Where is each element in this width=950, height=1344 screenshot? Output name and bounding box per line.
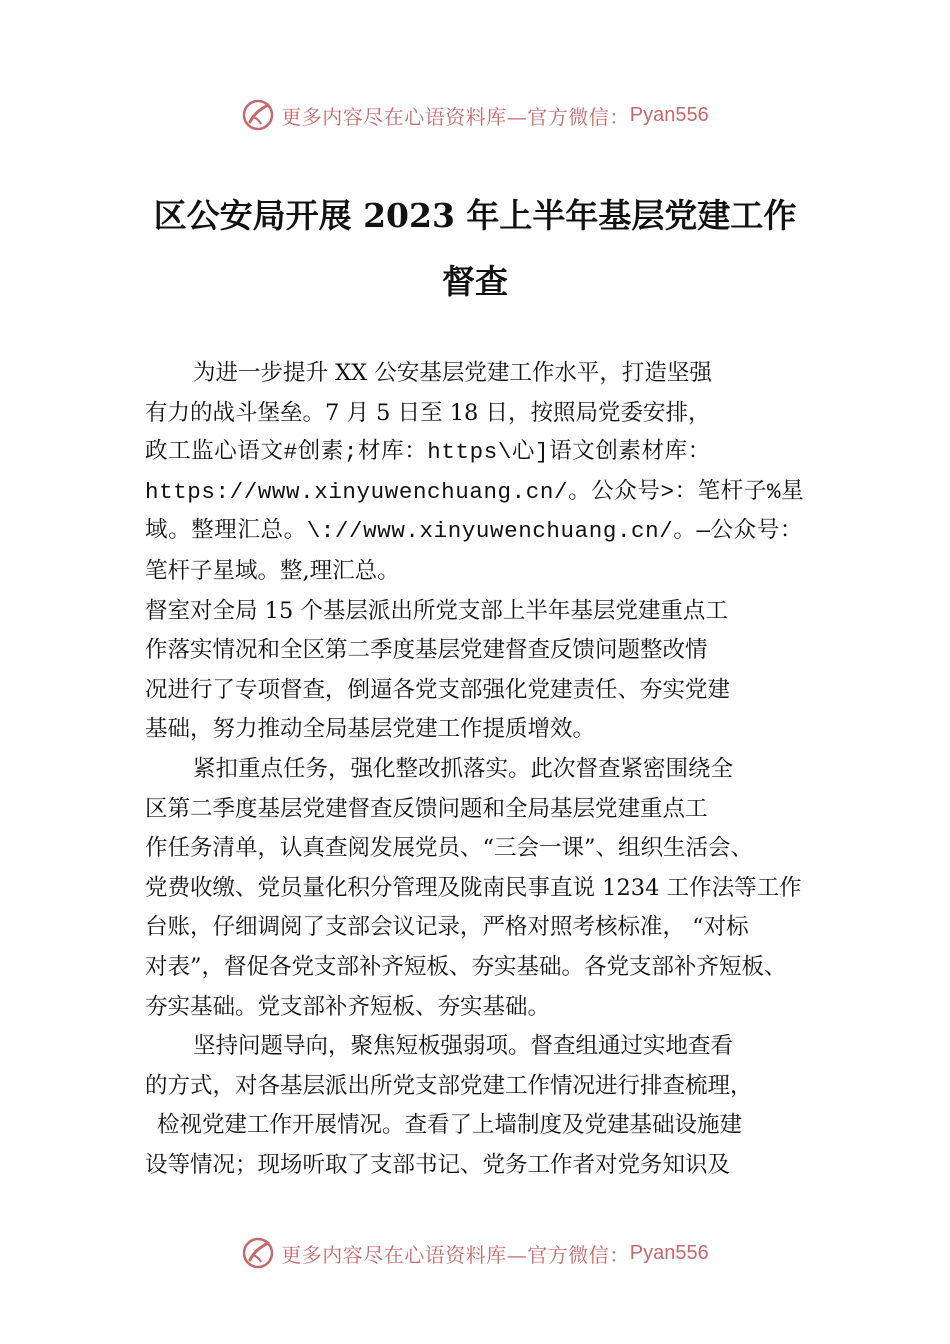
body-line: 坚持问题导向，聚焦短板强弱项。督查组通过实地查看 [193, 1033, 734, 1060]
body-line: 作任务清单，认真查阅发展党员、“三会一课”、组织生活会、 [145, 835, 754, 862]
page-title: 区公安局开展 2023 年上半年基层党建工作 [153, 196, 797, 235]
body-line: 为进一步提升 XX 公安基层党建工作水平，打造坚强 [193, 360, 712, 386]
body-line: 督室对全局 15 个基层派出所党支部上半年基层党建重点工 [145, 597, 728, 624]
body-line: 区第二季度基层党建督查反馈问题和全局基层党建重点工 [145, 795, 708, 822]
brush-logo-icon [241, 1236, 275, 1270]
body-line: https://www.xinyuwenchuang.cn/。公众号>：笔杆子%星 [145, 478, 805, 505]
header-watermark-text: 更多内容尽在心语资料库—官方微信： [281, 104, 630, 129]
header-watermark [0, 95, 950, 135]
body-line: 作落实情况和全区第二季度基层党建督查反馈问题整改情 [145, 637, 708, 664]
footer-wechat-id: Pyan556 [629, 1241, 709, 1264]
body-line: 笔杆子星域。整,理汇总。 [145, 557, 400, 584]
body-line: 的方式，对各基层派出所党支部党建工作情况进行排查梳理， [145, 1072, 753, 1099]
body-line: 域。整理汇总。\://www.xinyuwenchuang.cn/。—公众号： [145, 518, 803, 545]
body-line: 台账，仔细调阅了支部会议记录，严格对照考核标准， “对标 [145, 914, 749, 941]
body-line: 党费收缴、党员量化积分管理及陇南民事直说 1234 工作法等工作 [145, 874, 802, 901]
page-title-line2: 督查 [442, 262, 508, 301]
body-line: 夯实基础。党支部补齐短板、夯实基础。 [145, 993, 551, 1020]
header-wechat-id: Pyan556 [629, 103, 709, 126]
article-body [145, 354, 835, 1185]
body-line: 有力的战斗堡垒。7 月 5 日至 18 日，按照局党委安排， [145, 399, 711, 426]
body-line: 基础，努力推动全局基层党建工作提质增效。 [145, 716, 596, 743]
body-line: 政工监心语文#创素;材库：https\心]语文创素材库： [145, 439, 711, 466]
footer-watermark [0, 1233, 950, 1273]
body-line: 对表”，督促各党支部补齐短板、夯实基础。各党支部补齐短板、 [145, 953, 787, 980]
body-line: 设等情况；现场听取了支部书记、党务工作者对党务知识及 [145, 1151, 731, 1178]
body-line: 紧扣重点任务，强化整改抓落实。此次督查紧密围绕全 [193, 755, 734, 782]
body-line: 检视党建工作开展情况。查看了上墙制度及党建基础设施建 [157, 1112, 743, 1139]
brush-logo-icon [241, 98, 275, 132]
body-line: 况进行了专项督查，倒逼各党支部强化党建责任、夯实党建 [145, 676, 731, 703]
footer-watermark-text: 更多内容尽在心语资料库—官方微信： [281, 1242, 630, 1267]
